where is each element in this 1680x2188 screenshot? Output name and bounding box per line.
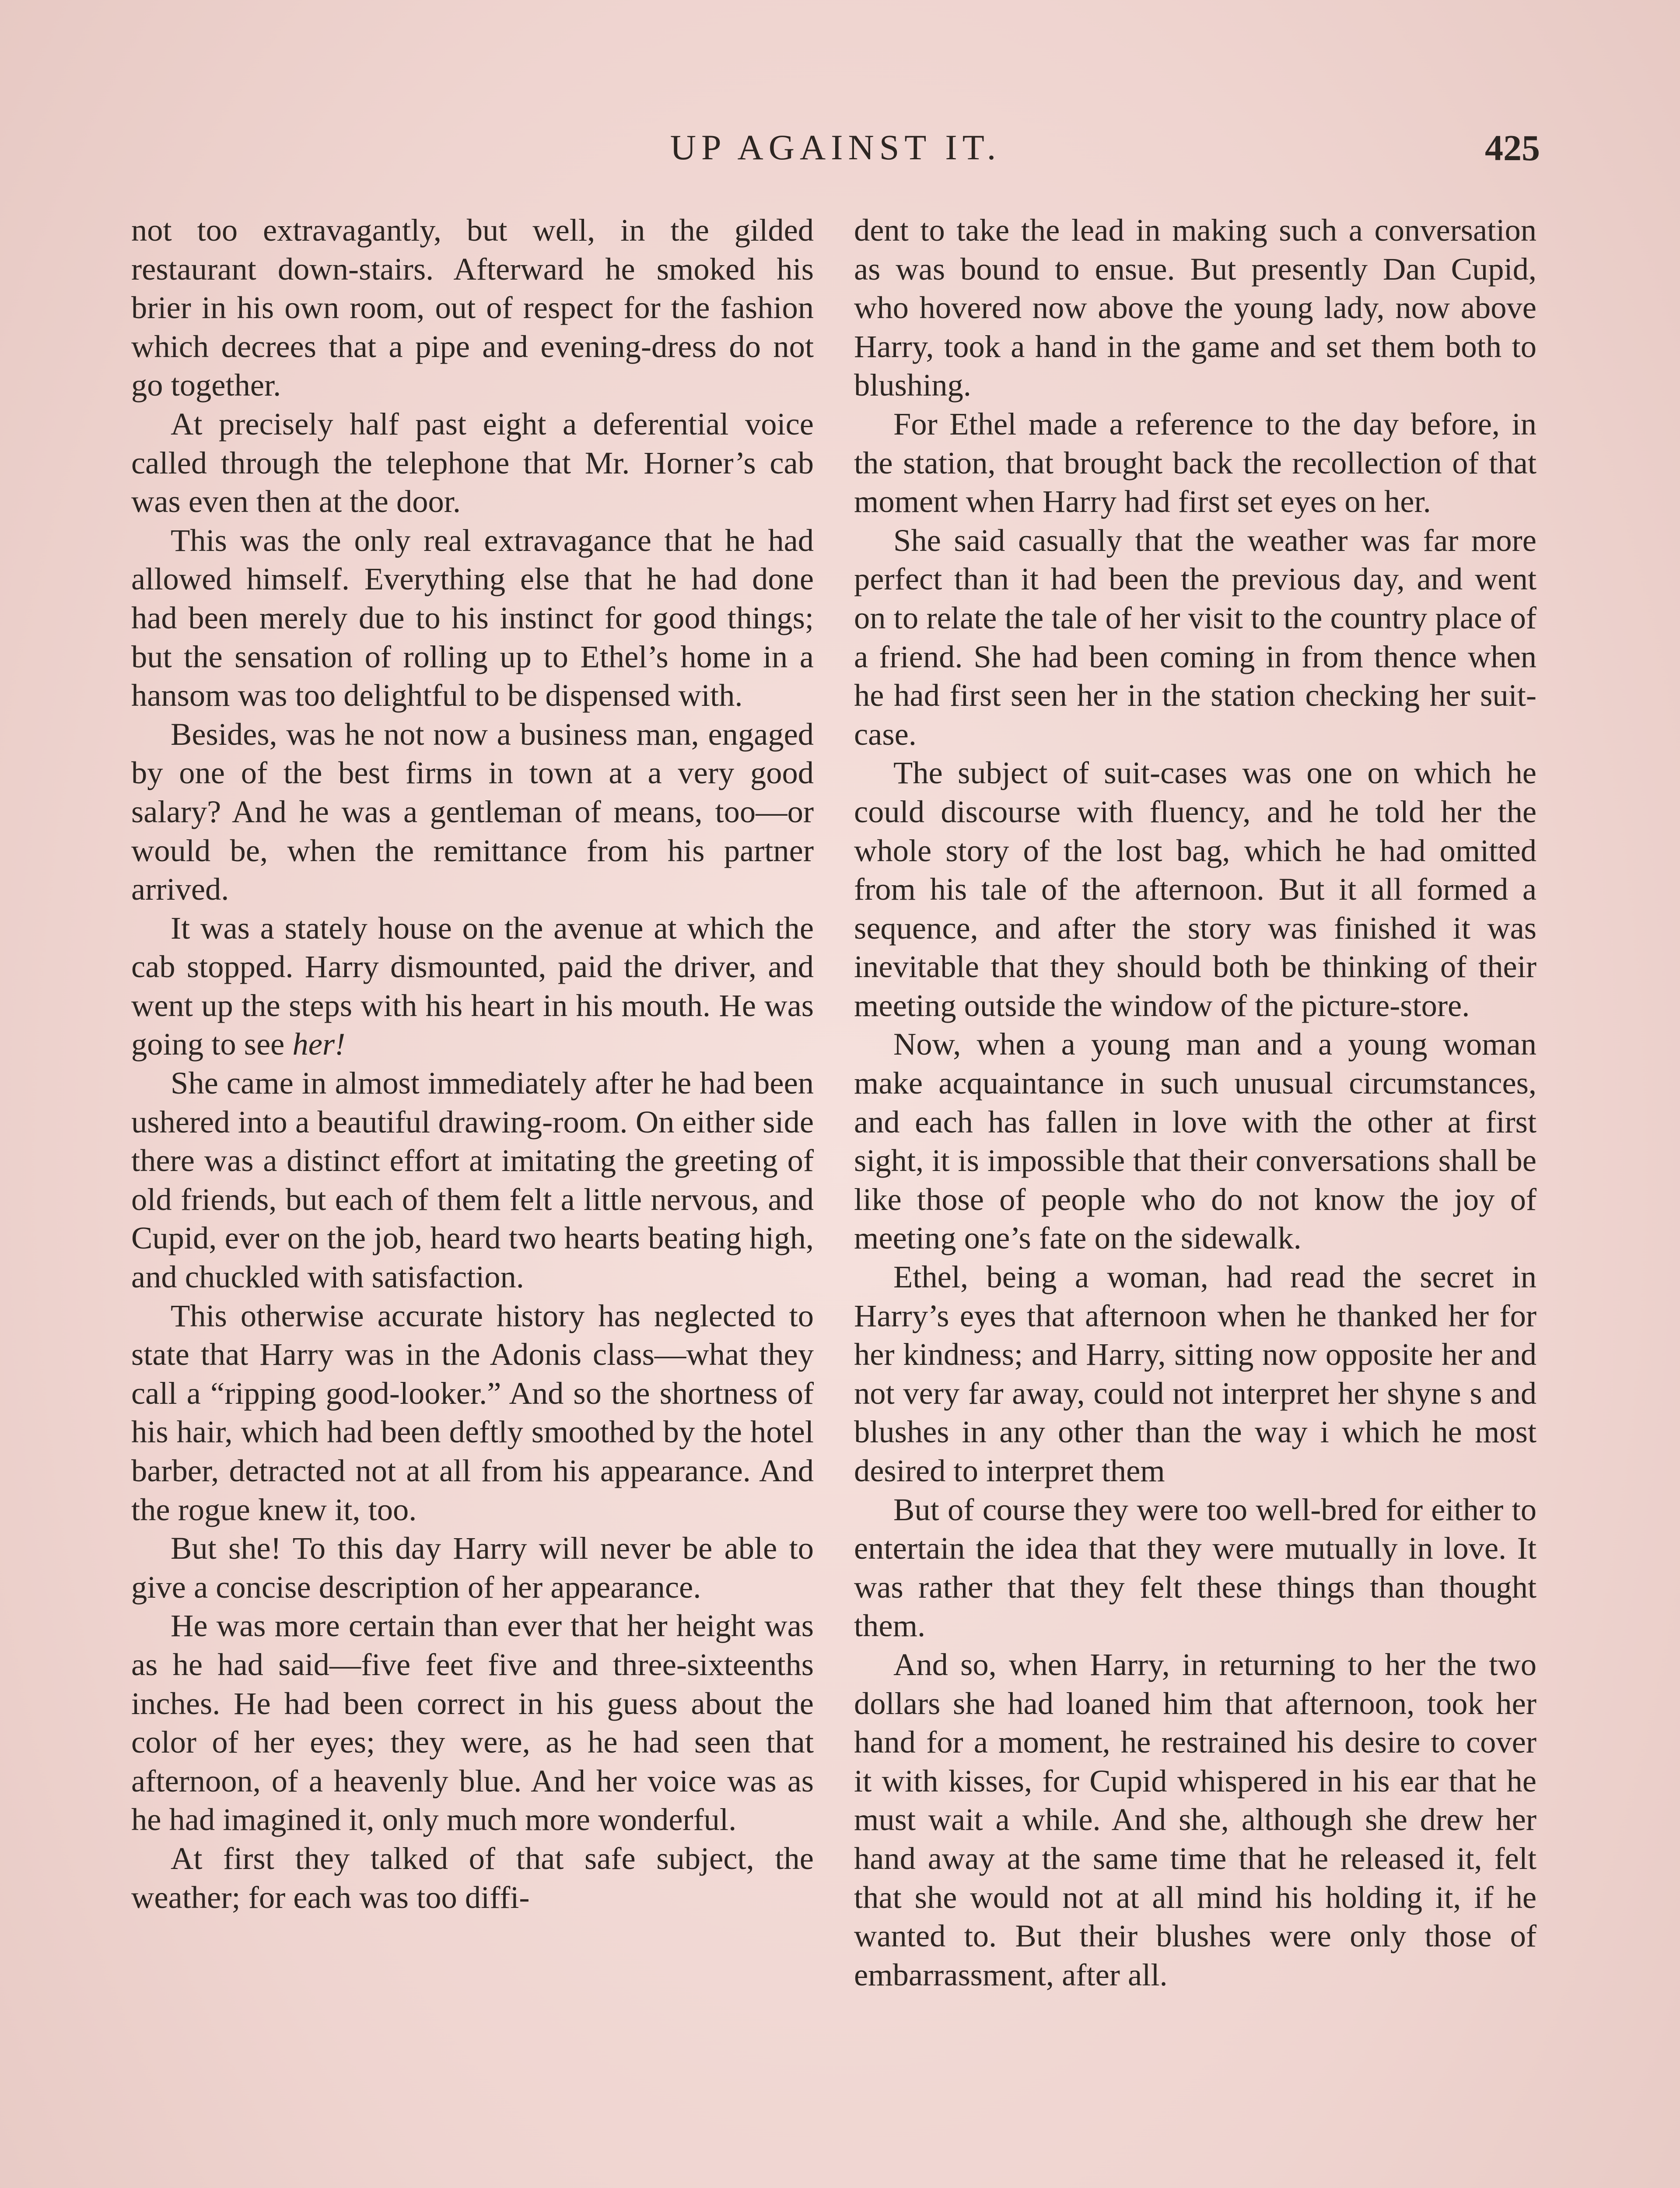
right-column xyxy=(854,211,1536,1994)
emphasis-text: her! xyxy=(292,1026,346,1062)
paragraph: But of course they were too well-bred for either to entertain the idea that they were mutually in love. It was rather that they felt these things than thought them. xyxy=(854,1491,1536,1644)
paragraph: Ethel, being a woman, had read the secret in Harry’s eyes that afternoon when he thanked her for her kindness; and Harry, sitting now opposite her and not very far away, could not interpret her shyne s and blushes in any other than the way i which he most desired to interpret them xyxy=(854,1259,1536,1488)
paragraph xyxy=(131,909,814,1064)
paragraph: This otherwise accurate history has neglected to state that Harry was in the Adonis class—what they call a “ripping good-looker.” And so the shortness of his hair, which had been deftly smoothed by the hotel barber, detracted not at all from his appearance. And the rogue knew it, too. xyxy=(131,1297,814,1527)
paragraph: At first they talked of that safe subject, the weather; for each was too diffi- xyxy=(131,1840,814,1915)
paragraph: This was the only real extravagance that he had allowed himself. Everything else that he had done had been merely due to his instinct for good things; but the sensation of rolling up to Ethel’s home in a hansom was too delightful to be dispensed with. xyxy=(131,522,814,713)
paragraph: For Ethel made a reference to the day before, in the station, that brought back the recollection of that moment when Harry had first set eyes on her. xyxy=(854,406,1536,519)
left-column xyxy=(131,211,814,1917)
paragraph-text: It was a stately house on the avenue at which the cab stopped. Harry dismounted, paid the driver, and went up the steps with his heart in his mouth. He was going to see xyxy=(131,910,814,1062)
paragraph: not too extravagantly, but well, in the gilded restaurant down-stairs. Afterward he smoked his brier in his own room, out of respect for the fashion which decrees that a pipe and evening-dress do not go together. xyxy=(131,212,814,403)
paragraph: Besides, was he not now a business man, engaged by one of the best firms in town at a very good salary? And he was a gentleman of means, too—or would be, when the remittance from his partner arrived. xyxy=(131,716,814,907)
paragraph: The subject of suit-cases was one on which he could discourse with fluency, and he told her the whole story of the lost bag, which he had omitted from his tale of the afternoon. But it all formed a sequence, and after the story was finished it was inevitable that they should both be thinking of their meeting outside the window of the picture-store. xyxy=(854,755,1536,1023)
page-number: 425 xyxy=(1485,128,1540,168)
paragraph: He was more certain than ever that her height was as he had said—five feet five and three-sixteenths inches. He had been correct in his guess about the color of her eyes; they were, as he had seen that afternoon, of a heavenly blue. And her voice was as he had imagined it, only much more wonderful. xyxy=(131,1608,814,1837)
paragraph: And so, when Harry, in returning to her the two dollars she had loaned him that afternoon, took her hand for a moment, he restrained his desire to cover it with kisses, for Cupid whispered in his ear that he must wait a while. And she, although she drew her hand away at the same time that he released it, felt that she would not at all mind his holding it, if he wanted to. But their blushes were only those of embarrassment, after all. xyxy=(854,1646,1536,1992)
page-header xyxy=(131,127,1540,175)
running-title: UP AGAINST IT. xyxy=(670,127,1001,167)
paragraph: dent to take the lead in making such a conversation as was bound to ensue. But presently Dan Cupid, who hovered now above the young lady, now above Harry, took a hand in the game and set them both to blushing. xyxy=(854,212,1536,403)
paragraph: She came in almost immediately after he had been ushered into a beautiful drawing-room. On either side there was a distinct effort at imitating the greeting of old friends, but each of them felt a little nervous, and Cupid, ever on the job, heard two hearts beating high, and chuckled with satisfaction. xyxy=(131,1065,814,1295)
paragraph: At precisely half past eight a deferential voice called through the telephone that Mr. Horner’s cab was even then at the door. xyxy=(131,406,814,519)
paragraph: She said casually that the weather was far more perfect than it had been the previous day, and went on to relate the tale of her visit to the country place of a friend. She had been coming in from thence when he had first seen her in the station checking her suit-case. xyxy=(854,522,1536,752)
paragraph: Now, when a young man and a young woman make acquaintance in such unusual circumstances, and each has fallen in love with the other at first sight, it is impossible that their conversations shall be like those of people who do not know the joy of meeting one’s fate on the sidewalk. xyxy=(854,1026,1536,1256)
paragraph: But she! To this day Harry will never be able to give a concise description of her appearance. xyxy=(131,1530,814,1605)
